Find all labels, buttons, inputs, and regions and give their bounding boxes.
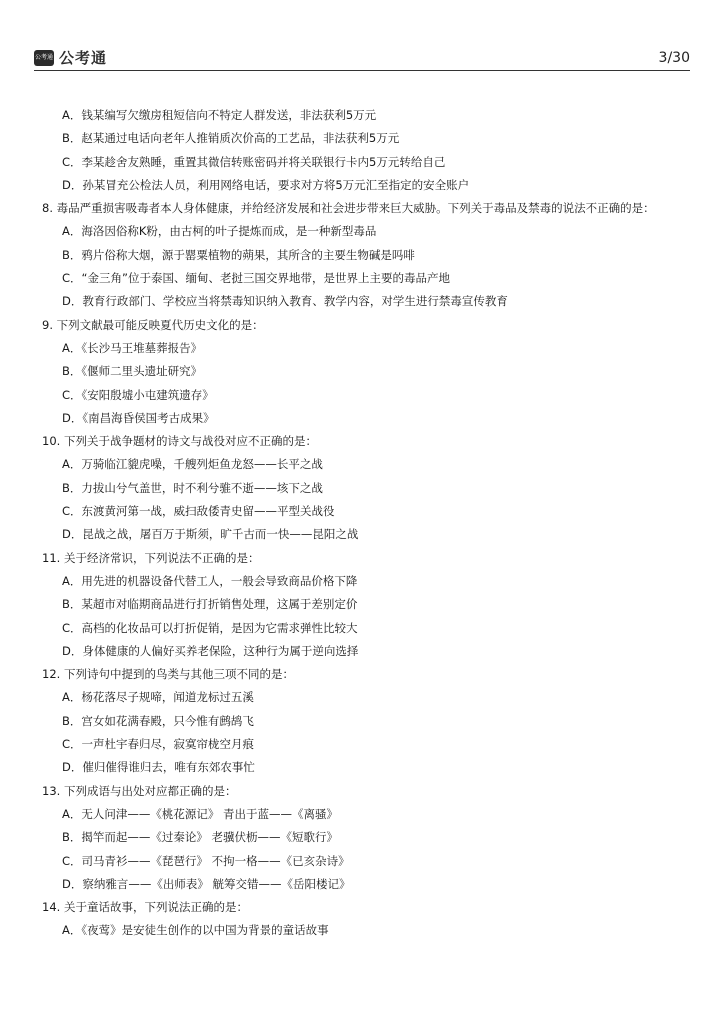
question-stem: 13. 下列成语与出处对应都正确的是：: [42, 783, 237, 798]
header-divider: [34, 70, 690, 71]
answer-option: A．无人问津——《桃花源记》 青出于蓝——《离骚》: [62, 806, 339, 821]
answer-option: B．某超市对临期商品进行打折销售处理，这属于差别定价: [62, 597, 358, 612]
logo-badge-icon: 公考通: [34, 50, 54, 66]
question-stem: 12. 下列诗句中提到的鸟类与其他三项不同的是：: [42, 667, 294, 682]
answer-option: C．东渡黄河第一战，威扫敌倭青史留——平型关战役: [62, 504, 335, 519]
answer-option: A．用先进的机器设备代替工人，一般会导致商品价格下降: [62, 573, 358, 588]
question-stem: 8. 毒品严重损害吸毒者本人身体健康，并给经济发展和社会进步带来巨大威胁。下列关于毒品及禁毒的说法不正确的是：: [42, 201, 655, 216]
answer-option: A．万骑临江貔虎噪，千艘列炬鱼龙怒——长平之战: [62, 457, 323, 472]
answer-option: B．鸦片俗称大烟，源于罂粟植物的蒴果，其所含的主要生物碱是吗啡: [62, 247, 415, 262]
answer-option: C．“金三角”位于泰国、缅甸、老挝三国交界地带，是世界上主要的毒品产地: [62, 271, 450, 286]
answer-option: B．宫女如花满春殿，只今惟有鹧鸪飞: [62, 713, 254, 728]
brand-logo: [34, 47, 107, 68]
answer-option: B．力拔山兮气盖世，时不利兮骓不逝——垓下之战: [62, 480, 323, 495]
logo-text: 公考通: [59, 49, 108, 67]
answer-option: D．察纳雅言——《出师表》 觥筹交错——《岳阳楼记》: [62, 876, 351, 891]
answer-option: A．海洛因俗称K粉，由古柯的叶子提炼而成，是一种新型毒品: [62, 224, 377, 239]
answer-option: B．赵某通过电话向老年人推销质次价高的工艺品，非法获利5万元: [62, 131, 400, 146]
answer-option: B．《偃师二里头遗址研究》: [62, 364, 203, 379]
answer-option: B．揭竿而起——《过秦论》 老骥伏枥——《短歌行》: [62, 830, 339, 845]
question-stem: 11. 关于经济常识，下列说法不正确的是：: [42, 550, 260, 565]
answer-option: A．钱某编写欠缴房租短信向不特定人群发送，非法获利5万元: [62, 108, 377, 122]
answer-option: A．杨花落尽子规啼，闻道龙标过五溪: [62, 690, 254, 705]
answer-option: D．《南昌海昏侯国考古成果》: [62, 410, 215, 425]
page-number: 3/30: [658, 50, 690, 66]
page-header: [34, 44, 690, 68]
question-stem: 14. 关于童话故事，下列说法正确的是：: [42, 900, 248, 915]
answer-option: C．高档的化妆品可以打折促销，是因为它需求弹性比较大: [62, 620, 358, 635]
answer-option: D．教育行政部门、学校应当将禁毒知识纳入教育、教学内容，对学生进行禁毒宣传教育: [62, 294, 508, 309]
answer-option: D．孙某冒充公检法人员，利用网络电话，要求对方将5万元汇至指定的安全账户: [62, 177, 470, 192]
question-list: [0, 104, 724, 943]
answer-option: D．催归催得谁归去，唯有东郊农事忙: [62, 760, 255, 775]
answer-option: D．身体健康的人偏好买养老保险，这种行为属于逆向选择: [62, 643, 359, 658]
answer-option: C．司马青衫——《琵琶行》 不拘一格——《已亥杂诗》: [62, 853, 350, 868]
answer-option: C．李某趁舍友熟睡，重置其微信转账密码并将关联银行卡内5万元转给自己: [62, 154, 446, 169]
answer-option: D．昆战之战，屠百万于斯须，旷千古而一快——昆阳之战: [62, 527, 359, 542]
answer-option: C．一声杜宇春归尽，寂寞帘栊空月痕: [62, 737, 255, 752]
answer-option: A．《夜莺》是安徒生创作的以中国为背景的童话故事: [62, 923, 329, 938]
question-stem: 10. 下列关于战争题材的诗文与战役对应不正确的是：: [42, 434, 317, 449]
answer-option: C．《安阳殷墟小屯建筑遗存》: [62, 387, 214, 402]
question-stem: 9. 下列文献最可能反映夏代历史文化的是：: [42, 317, 264, 332]
answer-option: A．《长沙马王堆墓葬报告》: [62, 340, 203, 355]
